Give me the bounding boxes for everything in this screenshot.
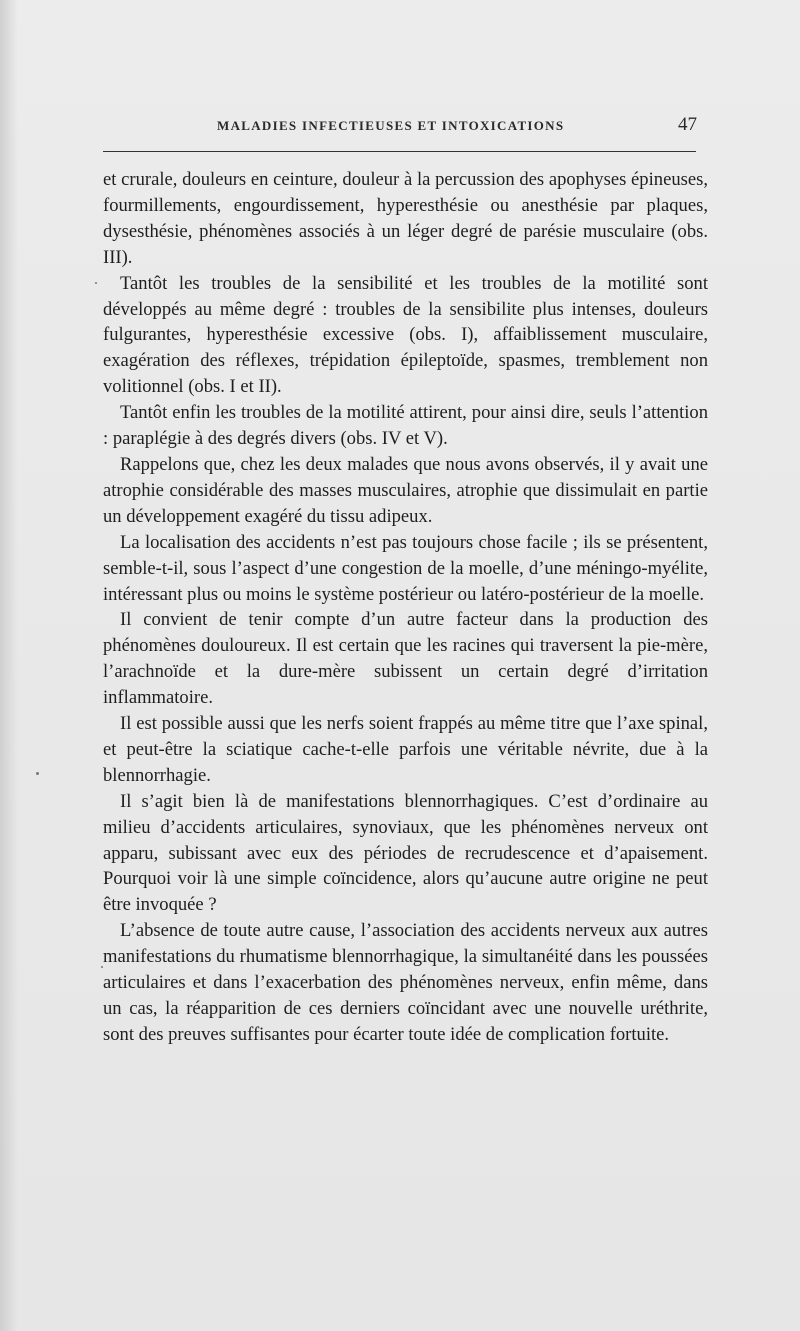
print-speck xyxy=(95,282,97,284)
print-speck xyxy=(36,772,39,775)
paragraph: Rappelons que, chez les deux malades que nous avons observés, il y avait une atrophie considérable des masses musculaires, atrophie que dissimulait en partie un développement exagéré du tissu adipeux. xyxy=(103,453,708,527)
running-head: MALADIES INFECTIEUSES ET INTOXICATIONS xyxy=(217,118,565,133)
page-number: 47 xyxy=(678,114,697,135)
paragraph: et crurale, douleurs en ceinture, douleur à la percussion des apophyses épineuses, fourmillements, engourdissement, hyperesthésie ou anesthésie par plaques, dysesthésie, phénomènes associés à un léger degré de parésie musculaire (obs. III). xyxy=(103,169,708,268)
print-speck xyxy=(101,966,103,968)
paragraph: La localisation des accidents n’est pas toujours chose facile ; ils se présentent, semble-t-il, sous l’aspect d’une congestion de la moelle, d’une méningo-myélite, intéressant plus ou moins le système postérieur ou latéro-postérieur de la moelle. xyxy=(103,531,708,605)
page-header xyxy=(103,114,697,140)
header-rule xyxy=(103,151,696,152)
paragraph: L’absence de toute autre cause, l’association des accidents nerveux aux autres manifestations du rhumatisme blennorrhagique, la simultanéité dans les poussées articulaires et dans l’exacerbation des phénomènes nerveux, enfin même, dans un cas, la réapparition de ces derniers coïncidant avec une nouvelle uréthrite, sont des preuves suffisantes pour écarter toute idée de complication fortuite. xyxy=(103,920,708,1045)
paragraph: Il est possible aussi que les nerfs soient frappés au même titre que l’axe spinal, et peut-être la sciatique cache-t-elle parfois une véritable névrite, due à la blennorrhagie. xyxy=(103,713,708,786)
paragraph: Il convient de tenir compte d’un autre facteur dans la production des phénomènes douloureux. Il est certain que les racines qui traversent la pie-mère, l’arachnoïde et la dure-mère subissent un certain degré d’irritation inflammatoire. xyxy=(103,609,708,709)
paragraph: Tantôt enfin les troubles de la motilité attirent, pour ainsi dire, seuls l’attention : paraplégie à des degrés divers (obs. IV et V). xyxy=(103,402,708,450)
body-text xyxy=(103,167,708,1048)
paragraph: Tantôt les troubles de la sensibilité et les troubles de la motilité sont développés au même degré : troubles de la sensibilite plus intenses, douleurs fulgurantes, hyperesthésie excessive (obs. I), affaiblissement musculaire, exagération des réflexes, trépidation épileptoïde, spasmes, tremblement non volitionnel (obs. I et II). xyxy=(103,272,708,398)
paragraph: Il s’agit bien là de manifestations blennorrhagiques. C’est d’ordinaire au milieu d’accidents articulaires, synoviaux, que les phénomènes nerveux ont apparu, subissant avec eux des périodes de recrudescence et d’apaisement. Pourquoi voir là une simple coïncidence, alors qu’aucune autre origine ne peut être invoquée ? xyxy=(103,790,708,916)
